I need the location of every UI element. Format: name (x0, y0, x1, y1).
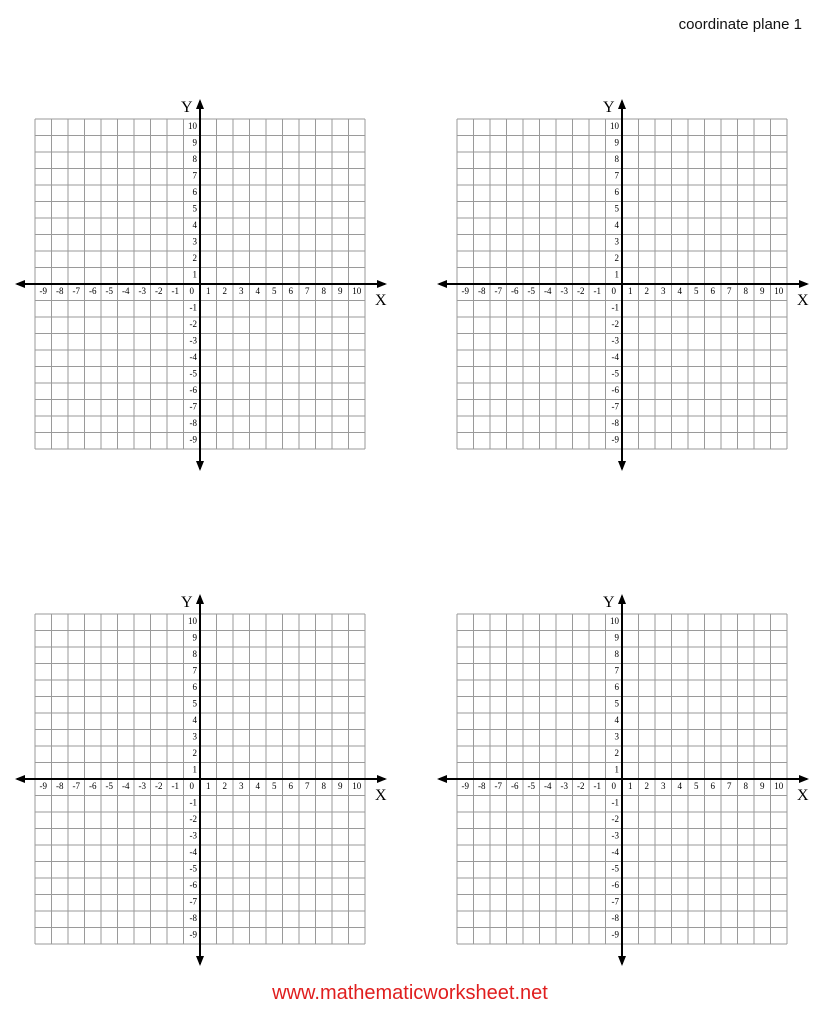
x-tick-label: 10 (774, 781, 784, 791)
x-axis-label: X (375, 787, 387, 804)
x-tick-label: 6 (288, 286, 293, 296)
y-tick-label: -2 (189, 319, 197, 329)
y-tick-label: 1 (192, 764, 197, 775)
y-tick-label: -7 (189, 896, 197, 907)
y-tick-label: -1 (189, 797, 197, 808)
x-tick-label: 6 (288, 781, 293, 791)
x-tick-label: 4 (255, 781, 260, 791)
y-tick-label: -3 (611, 830, 619, 841)
y-axis-label: Y (603, 594, 615, 611)
y-tick-label: -6 (611, 385, 619, 395)
y-tick-label: -2 (611, 319, 619, 329)
y-axis-arrow-up (196, 99, 204, 109)
x-tick-label: 0 (189, 286, 194, 296)
y-tick-label: -1 (611, 302, 619, 313)
y-tick-label: 2 (192, 748, 197, 758)
x-tick-label: 2 (222, 781, 227, 791)
x-tick-label: 2 (222, 286, 227, 296)
y-tick-label: -3 (611, 335, 619, 346)
y-tick-label: -5 (189, 863, 197, 874)
x-tick-label: -9 (39, 781, 47, 791)
x-tick-label: -1 (171, 781, 179, 791)
x-tick-label: 5 (694, 781, 699, 791)
y-tick-label: 9 (614, 137, 619, 148)
x-tick-label: 10 (774, 286, 784, 296)
y-tick-label: 6 (614, 682, 619, 692)
y-tick-label: -1 (611, 797, 619, 808)
y-axis-label: Y (181, 594, 193, 611)
y-tick-label: 6 (192, 187, 197, 197)
x-tick-label: 1 (206, 781, 211, 791)
y-axis-arrow-down (618, 956, 626, 966)
x-tick-label: 2 (644, 781, 649, 791)
y-tick-label: -9 (611, 434, 619, 445)
y-tick-label: 5 (192, 203, 197, 214)
y-tick-label: 8 (192, 154, 197, 164)
y-tick-label: -6 (189, 385, 197, 395)
x-tick-label: -6 (89, 286, 97, 296)
y-tick-label: 6 (192, 682, 197, 692)
y-tick-label: 10 (610, 616, 619, 626)
x-axis-arrow-right (799, 280, 809, 288)
x-tick-label: 3 (239, 286, 244, 296)
page-title: coordinate plane 1 (678, 16, 802, 33)
x-tick-label: -3 (138, 781, 146, 791)
x-tick-label: 9 (760, 781, 765, 791)
x-tick-label: -7 (72, 286, 80, 296)
y-tick-label: 8 (614, 649, 619, 659)
x-tick-label: -1 (593, 781, 601, 791)
x-axis-arrow-right (377, 775, 387, 783)
x-tick-label: -7 (494, 286, 502, 296)
y-tick-label: 3 (192, 236, 197, 247)
x-tick-label: -2 (155, 781, 163, 791)
y-tick-label: -4 (189, 352, 197, 362)
y-tick-label: -3 (189, 335, 197, 346)
y-axis-arrow-up (618, 99, 626, 109)
x-tick-label: 9 (338, 781, 343, 791)
x-axis-label: X (375, 292, 387, 309)
y-tick-label: -4 (611, 847, 619, 857)
x-tick-label: 0 (189, 781, 194, 791)
x-tick-label: 7 (305, 286, 310, 296)
footer-url: www.mathematicworksheet.net (272, 982, 548, 1004)
y-tick-label: -9 (189, 434, 197, 445)
coordinate-plane-top-right (422, 84, 820, 484)
y-tick-label: 3 (614, 236, 619, 247)
x-tick-label: -4 (122, 286, 130, 296)
x-tick-label: 6 (710, 781, 715, 791)
x-tick-label: 1 (628, 781, 633, 791)
y-tick-label: 1 (614, 764, 619, 775)
x-tick-label: -4 (544, 286, 552, 296)
x-tick-label: 10 (352, 781, 362, 791)
x-tick-label: -8 (56, 781, 64, 791)
x-tick-label: -9 (461, 781, 469, 791)
x-tick-label: 4 (677, 286, 682, 296)
y-tick-label: 8 (614, 154, 619, 164)
y-tick-label: 3 (192, 731, 197, 742)
y-tick-label: 7 (192, 665, 197, 676)
y-tick-label: 10 (188, 121, 197, 131)
x-tick-label: 7 (727, 781, 732, 791)
x-tick-label: -4 (544, 781, 552, 791)
y-tick-label: -4 (611, 352, 619, 362)
y-tick-label: 1 (614, 269, 619, 280)
y-tick-label: -7 (189, 401, 197, 412)
x-tick-label: 8 (321, 286, 326, 296)
y-tick-label: 2 (614, 253, 619, 263)
x-tick-label: -5 (527, 286, 535, 296)
y-tick-label: -8 (189, 418, 197, 428)
x-tick-label: -8 (56, 286, 64, 296)
x-tick-label: -7 (494, 781, 502, 791)
y-tick-label: -9 (611, 929, 619, 940)
y-tick-label: 2 (614, 748, 619, 758)
x-tick-label: -7 (72, 781, 80, 791)
x-tick-label: 0 (611, 781, 616, 791)
x-tick-label: 2 (644, 286, 649, 296)
x-tick-label: 9 (338, 286, 343, 296)
y-tick-label: 9 (614, 632, 619, 643)
x-tick-label: -5 (105, 781, 113, 791)
x-axis-label: X (797, 787, 809, 804)
y-tick-label: -5 (611, 368, 619, 379)
y-tick-label: 7 (614, 665, 619, 676)
y-tick-label: 1 (192, 269, 197, 280)
y-tick-label: -7 (611, 896, 619, 907)
x-tick-label: -9 (461, 286, 469, 296)
x-tick-label: 1 (206, 286, 211, 296)
x-axis-arrow-left (15, 775, 25, 783)
y-tick-label: -8 (189, 913, 197, 923)
x-axis-arrow-left (437, 775, 447, 783)
x-tick-label: 7 (727, 286, 732, 296)
x-tick-label: 5 (272, 286, 277, 296)
x-axis-arrow-left (437, 280, 447, 288)
x-tick-label: 5 (694, 286, 699, 296)
x-tick-label: -6 (511, 781, 519, 791)
y-axis-arrow-down (196, 461, 204, 471)
y-tick-label: 2 (192, 253, 197, 263)
x-tick-label: 4 (255, 286, 260, 296)
y-tick-label: 7 (614, 170, 619, 181)
y-tick-label: -8 (611, 418, 619, 428)
coordinate-plane-top-left (0, 84, 440, 484)
x-tick-label: 8 (321, 781, 326, 791)
x-tick-label: -6 (89, 781, 97, 791)
x-tick-label: 3 (661, 781, 666, 791)
x-tick-label: 0 (611, 286, 616, 296)
x-tick-label: 3 (239, 781, 244, 791)
y-tick-label: -7 (611, 401, 619, 412)
coordinate-plane-bottom-left (0, 579, 440, 979)
x-tick-label: -2 (577, 781, 585, 791)
y-tick-label: 4 (192, 715, 197, 725)
x-tick-label: -1 (171, 286, 179, 296)
x-axis-arrow-left (15, 280, 25, 288)
x-tick-label: -2 (155, 286, 163, 296)
x-tick-label: -3 (560, 781, 568, 791)
y-tick-label: -6 (189, 880, 197, 890)
x-tick-label: -6 (511, 286, 519, 296)
y-axis-arrow-up (196, 594, 204, 604)
x-tick-label: -8 (478, 286, 486, 296)
y-axis-arrow-down (196, 956, 204, 966)
coordinate-plane-bottom-right (422, 579, 820, 979)
x-tick-label: 1 (628, 286, 633, 296)
y-tick-label: 4 (614, 220, 619, 230)
y-tick-label: 5 (614, 203, 619, 214)
x-tick-label: 6 (710, 286, 715, 296)
y-tick-label: -8 (611, 913, 619, 923)
y-tick-label: 4 (614, 715, 619, 725)
x-tick-label: 3 (661, 286, 666, 296)
y-tick-label: 8 (192, 649, 197, 659)
x-tick-label: -3 (560, 286, 568, 296)
y-axis-arrow-down (618, 461, 626, 471)
y-tick-label: -6 (611, 880, 619, 890)
y-tick-label: -2 (611, 814, 619, 824)
x-tick-label: 7 (305, 781, 310, 791)
y-axis-label: Y (603, 99, 615, 116)
x-tick-label: -5 (527, 781, 535, 791)
y-tick-label: 9 (192, 137, 197, 148)
y-tick-label: 10 (610, 121, 619, 131)
y-tick-label: 6 (614, 187, 619, 197)
y-tick-label: 3 (614, 731, 619, 742)
x-tick-label: -3 (138, 286, 146, 296)
y-tick-label: -9 (189, 929, 197, 940)
y-tick-label: -4 (189, 847, 197, 857)
x-tick-label: 10 (352, 286, 362, 296)
x-tick-label: -5 (105, 286, 113, 296)
y-tick-label: 5 (192, 698, 197, 709)
x-tick-label: 8 (743, 286, 748, 296)
x-tick-label: 4 (677, 781, 682, 791)
y-tick-label: 7 (192, 170, 197, 181)
y-tick-label: 10 (188, 616, 197, 626)
x-tick-label: -1 (593, 286, 601, 296)
x-tick-label: -2 (577, 286, 585, 296)
x-tick-label: -9 (39, 286, 47, 296)
y-tick-label: 9 (192, 632, 197, 643)
y-tick-label: 4 (192, 220, 197, 230)
x-tick-label: -8 (478, 781, 486, 791)
x-tick-label: 9 (760, 286, 765, 296)
x-tick-label: 8 (743, 781, 748, 791)
y-axis-label: Y (181, 99, 193, 116)
y-tick-label: -5 (189, 368, 197, 379)
y-axis-arrow-up (618, 594, 626, 604)
x-tick-label: -4 (122, 781, 130, 791)
y-tick-label: -3 (189, 830, 197, 841)
y-tick-label: -1 (189, 302, 197, 313)
x-axis-label: X (797, 292, 809, 309)
y-tick-label: 5 (614, 698, 619, 709)
x-axis-arrow-right (377, 280, 387, 288)
x-tick-label: 5 (272, 781, 277, 791)
y-tick-label: -2 (189, 814, 197, 824)
y-tick-label: -5 (611, 863, 619, 874)
x-axis-arrow-right (799, 775, 809, 783)
